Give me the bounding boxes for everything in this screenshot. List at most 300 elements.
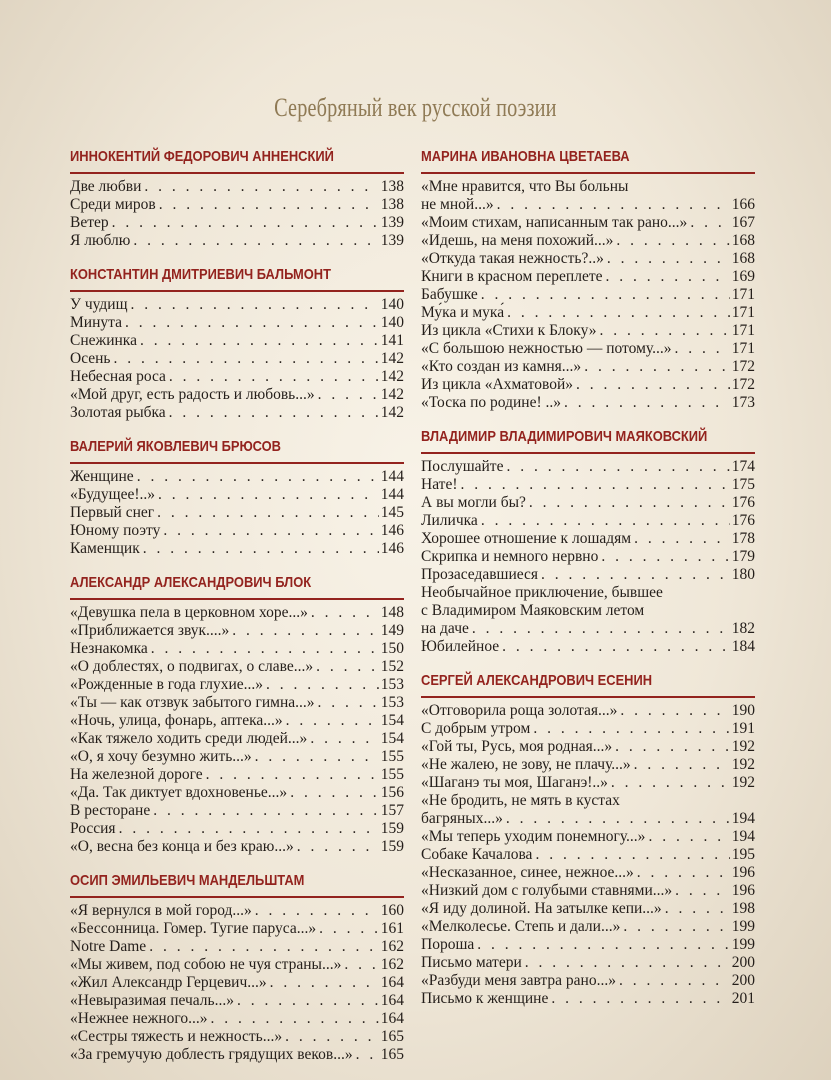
page-number: 138	[380, 178, 404, 195]
dot-leader	[148, 640, 379, 658]
poem-title: Пороша	[421, 936, 475, 953]
dot-leader	[341, 956, 378, 974]
toc-entry[interactable]	[421, 376, 755, 394]
toc-entry[interactable]	[70, 974, 404, 992]
toc-entry[interactable]	[421, 774, 755, 792]
poem-title: Му́ка и мука́	[421, 304, 505, 321]
page-number: 171	[731, 340, 755, 357]
page-number: 164	[380, 992, 404, 1009]
dot-leader	[287, 784, 379, 802]
page-number: 168	[731, 250, 755, 267]
poem-title: Хорошее отношение к лошадям	[421, 530, 632, 547]
toc-entry[interactable]	[70, 232, 404, 250]
toc-entry[interactable]	[70, 504, 404, 522]
page-number: 199	[731, 936, 755, 953]
toc-entry[interactable]	[421, 954, 755, 972]
dot-leader	[687, 214, 729, 232]
page-number: 139	[380, 232, 404, 249]
toc-entry[interactable]	[70, 386, 404, 404]
toc-entry[interactable]	[70, 350, 404, 368]
poem-title: багряных...»	[421, 810, 503, 827]
toc-entry[interactable]	[70, 214, 404, 232]
poem-title: Минута	[70, 314, 122, 331]
page-number: 146	[380, 522, 404, 539]
toc-entry[interactable]	[70, 486, 404, 504]
dot-leader	[313, 658, 379, 676]
toc-entry[interactable]	[70, 1028, 404, 1046]
toc-entry-continuation[interactable]	[421, 196, 755, 214]
toc-entry[interactable]	[70, 784, 404, 802]
poem-title: Незнакомка	[70, 640, 148, 657]
page-number: 148	[380, 604, 404, 621]
author-divider	[70, 462, 404, 464]
page-title: Серебряный век русской поэзии	[274, 93, 557, 122]
dot-leader	[134, 468, 379, 486]
dot-leader	[166, 404, 379, 422]
toc-entry[interactable]	[70, 468, 404, 486]
dot-leader	[548, 990, 729, 1008]
page-number: 140	[380, 314, 404, 331]
page-number: 153	[380, 694, 404, 711]
toc-entry[interactable]	[421, 394, 755, 412]
poem-title: «Низкий дом с голубыми ставнями...»	[421, 882, 673, 899]
poem-title: «Кто создан из камня...»	[421, 358, 582, 375]
page-number: 175	[731, 476, 755, 493]
toc-entry[interactable]	[421, 918, 755, 936]
dot-leader	[612, 738, 730, 756]
dot-leader	[315, 386, 379, 404]
poem-title: «Не жалею, не зову, не плачу...»	[421, 756, 631, 773]
poem-title: «Разбуди меня завтра рано...»	[421, 972, 616, 989]
poem-title: «Девушка пела в церковном хоре...»	[70, 604, 308, 621]
page-number: 169	[731, 268, 755, 285]
dot-leader	[156, 196, 379, 214]
poem-title: «Бессонница. Гомер. Тугие паруса...»	[70, 920, 317, 937]
toc-entry[interactable]	[70, 622, 404, 640]
poem-title: Из цикла «Стихи к Блоку»	[421, 322, 597, 339]
poem-title: «Идешь, на меня похожий...»	[421, 232, 614, 249]
toc-entry[interactable]	[70, 730, 404, 748]
toc-entry[interactable]	[70, 920, 404, 938]
toc-entry[interactable]	[70, 838, 404, 856]
author-section	[70, 422, 404, 558]
author-heading: ОСИП ЭМИЛЬЕВИЧ МАНДЕЛЬШТАМ	[70, 872, 305, 889]
page-number: 191	[731, 720, 755, 737]
toc-entry[interactable]	[421, 936, 755, 954]
poem-title: Первый снег	[70, 504, 155, 521]
poem-title: Я люблю	[70, 232, 131, 249]
page-number: 201	[731, 990, 755, 1007]
dot-leader	[116, 820, 379, 838]
poem-title: Юному поэту	[70, 522, 161, 539]
page-number: 138	[380, 196, 404, 213]
poem-title: «Да. Так диктует вдохновенье...»	[70, 784, 288, 801]
dot-leader	[526, 494, 730, 512]
page-number: 195	[731, 846, 755, 863]
dot-leader	[598, 548, 729, 566]
dot-leader	[634, 864, 730, 882]
author-heading: АЛЕКСАНДР АЛЕКСАНДРОВИЧ БЛОК	[70, 574, 312, 591]
dot-leader	[631, 756, 730, 774]
toc-entry[interactable]	[421, 702, 755, 720]
author-heading: МАРИНА ИВАНОВНА ЦВЕТАЕВА	[421, 148, 630, 165]
page-number: 144	[380, 468, 404, 485]
author-heading: КОНСТАНТИН ДМИТРИЕВИЧ БАЛЬМОНТ	[70, 266, 332, 283]
dot-leader	[522, 954, 730, 972]
dot-leader	[315, 694, 379, 712]
dot-leader	[596, 322, 729, 340]
toc-column-right	[421, 148, 755, 1008]
poem-title: «Ты — как отзвук забытого гимна...»	[70, 694, 315, 711]
poem-title: Две любви	[70, 178, 142, 195]
author-section	[421, 412, 755, 656]
dot-leader	[130, 232, 378, 250]
toc-entry[interactable]	[70, 694, 404, 712]
poem-title: «Гой ты, Русь, моя родная...»	[421, 738, 613, 755]
toc-entry[interactable]	[70, 314, 404, 332]
page-number: 199	[731, 918, 755, 935]
toc-entry-continuation[interactable]	[421, 810, 755, 828]
dot-leader	[662, 900, 730, 918]
poem-title: «Будущее!..»	[70, 486, 156, 503]
author-section	[70, 558, 404, 856]
page-number: 144	[380, 486, 404, 503]
toc-entry[interactable]	[70, 676, 404, 694]
toc-entry[interactable]	[421, 358, 755, 376]
author-section	[421, 656, 755, 1008]
page-number: 196	[731, 864, 755, 881]
toc-entry[interactable]	[421, 756, 755, 774]
poem-title: «Приближается звук....»	[70, 622, 230, 639]
page-number: 167	[731, 214, 755, 231]
poem-title: «Как тяжело ходить среди людей...»	[70, 730, 308, 747]
toc-entry-continuation	[421, 602, 755, 620]
toc-entry[interactable]	[421, 548, 755, 566]
page-number: 196	[731, 882, 755, 899]
page-number: 172	[731, 376, 755, 393]
dot-leader	[474, 936, 729, 954]
toc-entry[interactable]	[70, 604, 404, 622]
poem-title: «Шаганэ ты моя, Шаганэ!..»	[421, 774, 608, 791]
poem-list	[70, 178, 404, 250]
dot-leader	[294, 838, 379, 856]
toc-entry[interactable]	[70, 820, 404, 838]
poem-title: «С большою нежностью — потому...»	[421, 340, 672, 357]
toc-entry[interactable]	[421, 828, 755, 846]
toc-entry[interactable]	[70, 296, 404, 314]
dot-leader	[603, 268, 730, 286]
toc-entry[interactable]	[421, 846, 755, 864]
poem-title: «Мелколесье. Степь и дали...»	[421, 918, 621, 935]
dot-leader	[150, 802, 379, 820]
page-number: 192	[731, 774, 755, 791]
poem-title: «Ночь, улица, фонарь, аптека...»	[70, 712, 283, 729]
poem-title: «За гремучую доблесть грядущих веков...»	[70, 1046, 353, 1063]
toc-entry[interactable]	[421, 304, 755, 322]
dot-leader	[613, 232, 729, 250]
dot-leader	[353, 1046, 379, 1064]
poem-title: Прозаседавшиеся	[421, 566, 539, 583]
toc-entry[interactable]	[421, 476, 755, 494]
author-section	[70, 856, 404, 1064]
poem-title: А вы могли бы?	[421, 494, 526, 511]
author-divider	[421, 172, 755, 174]
page-number: 161	[380, 920, 404, 937]
page-number: 164	[380, 1010, 404, 1027]
poem-title: Небесная роса	[70, 368, 166, 385]
poem-list	[70, 604, 404, 856]
poem-list	[421, 458, 755, 656]
poem-title: «Мы теперь уходим понемногу...»	[421, 828, 646, 845]
poem-title: «Не бродить, не мять в кустах	[421, 792, 620, 809]
dot-leader	[155, 486, 379, 504]
poem-title: «Я иду долиной. На затылке кепи...»	[421, 900, 662, 917]
toc-entry[interactable]	[421, 972, 755, 990]
dot-leader	[140, 540, 379, 558]
page-number: 198	[731, 900, 755, 917]
page-number: 160	[380, 902, 404, 919]
toc-entry[interactable]	[70, 766, 404, 784]
dot-leader	[208, 1010, 379, 1028]
toc-entry-continuation[interactable]	[421, 620, 755, 638]
page-number: 182	[731, 620, 755, 637]
page-number: 171	[731, 286, 755, 303]
dot-leader	[137, 332, 379, 350]
toc-entry[interactable]	[70, 404, 404, 422]
dot-leader	[573, 376, 730, 394]
author-divider	[421, 696, 755, 698]
poem-title: «Несказанное, синее, нежное...»	[421, 864, 634, 881]
poem-title: «Мой друг, есть радость и любовь...»	[70, 386, 315, 403]
toc-entry[interactable]	[70, 1046, 404, 1064]
page-number: 140	[380, 296, 404, 313]
dot-leader	[645, 828, 729, 846]
poem-list	[421, 178, 755, 412]
author-divider	[70, 172, 404, 174]
page-number: 178	[731, 530, 755, 547]
toc-entry[interactable]	[421, 638, 755, 656]
dot-leader	[252, 748, 379, 766]
toc-entry[interactable]	[70, 522, 404, 540]
toc-entry[interactable]	[70, 640, 404, 658]
dot-leader	[604, 250, 730, 268]
page-number: 194	[731, 810, 755, 827]
dot-leader	[503, 810, 730, 828]
toc-column-left	[70, 148, 404, 1064]
page-number: 180	[731, 566, 755, 583]
page-number: 172	[731, 358, 755, 375]
toc-entry[interactable]	[421, 512, 755, 530]
toc-entry[interactable]	[421, 340, 755, 358]
poem-title: «О, я хочу безумно жить...»	[70, 748, 252, 765]
dot-leader	[503, 458, 729, 476]
poem-title: Письмо к женщине	[421, 990, 549, 1007]
toc-entry[interactable]	[421, 250, 755, 268]
toc-entry[interactable]	[70, 712, 404, 730]
author-divider	[421, 452, 755, 454]
dot-leader	[203, 766, 379, 784]
page-number: 192	[731, 738, 755, 755]
toc-entry[interactable]	[70, 956, 404, 974]
toc-entry[interactable]	[70, 196, 404, 214]
dot-leader	[282, 1028, 379, 1046]
page-number: 200	[731, 972, 755, 989]
toc-entry	[421, 584, 755, 602]
page-number: 155	[380, 748, 404, 765]
poem-title: Ветер	[70, 214, 109, 231]
dot-leader	[166, 368, 379, 386]
dot-leader	[109, 214, 379, 232]
dot-leader	[252, 902, 379, 920]
dot-leader	[263, 676, 379, 694]
toc-entry[interactable]	[421, 268, 755, 286]
poem-title: Осень	[70, 350, 111, 367]
poem-title: Письмо матери	[421, 954, 522, 971]
page-number: 156	[380, 784, 404, 801]
page-number: 190	[731, 702, 755, 719]
dot-leader	[141, 178, 378, 196]
dot-leader	[234, 992, 379, 1010]
toc-entry[interactable]	[421, 214, 755, 232]
poem-title: «Моим стихам, написанным так рано...»	[421, 214, 688, 231]
page-number: 173	[731, 394, 755, 411]
poem-list	[421, 702, 755, 1008]
toc-entry[interactable]	[70, 178, 404, 196]
author-heading: ВАЛЕРИЙ ЯКОВЛЕВИЧ БРЮСОВ	[70, 438, 281, 455]
poem-title: «Нежнее нежного...»	[70, 1010, 208, 1027]
author-divider	[70, 896, 404, 898]
page-number: 179	[731, 548, 755, 565]
page-number: 146	[380, 540, 404, 557]
dot-leader	[478, 286, 730, 304]
toc-entry[interactable]	[421, 232, 755, 250]
poem-title: Notre Dame	[70, 938, 147, 955]
poem-title: Скрипка и немного нервно	[421, 548, 599, 565]
toc-entry[interactable]	[70, 1010, 404, 1028]
dot-leader	[620, 918, 729, 936]
page-number: 139	[380, 214, 404, 231]
toc-entry[interactable]	[70, 368, 404, 386]
poem-title: Среди миров	[70, 196, 156, 213]
author-section	[421, 148, 755, 412]
toc-entry[interactable]	[70, 938, 404, 956]
toc-entry[interactable]	[70, 992, 404, 1010]
page-number: 154	[380, 730, 404, 747]
dot-leader	[267, 974, 379, 992]
page-number: 152	[380, 658, 404, 675]
dot-leader	[111, 350, 379, 368]
page-number: 154	[380, 712, 404, 729]
page-number: 174	[731, 458, 755, 475]
toc-entry[interactable]	[421, 720, 755, 738]
author-section	[70, 250, 404, 422]
page-number: 150	[380, 640, 404, 657]
toc-entry[interactable]	[421, 494, 755, 512]
poem-title: «Жил Александр Герцевич...»	[70, 974, 267, 991]
page-number: 184	[731, 638, 755, 655]
dot-leader	[316, 920, 379, 938]
poem-title: Снежинка	[70, 332, 137, 349]
dot-leader	[458, 476, 730, 494]
poem-title: В ресторане	[70, 802, 151, 819]
poem-title: Юбилейное	[421, 638, 500, 655]
dot-leader	[530, 720, 729, 738]
toc-entry[interactable]	[70, 802, 404, 820]
toc-entry[interactable]	[421, 566, 755, 584]
dot-leader	[581, 358, 730, 376]
dot-leader	[307, 730, 378, 748]
page-number: 159	[380, 838, 404, 855]
toc-entry[interactable]	[421, 882, 755, 900]
dot-leader	[494, 196, 730, 214]
dot-leader	[478, 512, 730, 530]
toc-entry[interactable]	[421, 864, 755, 882]
poem-title: на даче	[421, 620, 469, 637]
page-number: 145	[380, 504, 404, 521]
dot-leader	[122, 314, 379, 332]
poem-title: Из цикла «Ахматовой»	[421, 376, 574, 393]
toc-entry[interactable]	[421, 458, 755, 476]
poem-title: Нате!	[421, 476, 458, 493]
dot-leader	[160, 522, 378, 540]
page-number: 162	[380, 938, 404, 955]
toc-entry[interactable]	[70, 658, 404, 676]
dot-leader	[631, 530, 730, 548]
poem-title: Необычайное приключение, бывшее	[421, 584, 663, 601]
author-heading: ВЛАДИМИР ВЛАДИМИРОВИЧ МАЯКОВСКИЙ	[421, 428, 708, 445]
author-heading: ИННОКЕНТИЙ ФЕДОРОВИЧ АННЕНСКИЙ	[70, 148, 334, 165]
page-number: 192	[731, 756, 755, 773]
toc-entry[interactable]	[70, 902, 404, 920]
toc-entry[interactable]	[70, 748, 404, 766]
page-number: 171	[731, 304, 755, 321]
page-number: 176	[731, 494, 755, 511]
toc-entry[interactable]	[421, 286, 755, 304]
toc-entry[interactable]	[421, 990, 755, 1008]
poem-title: На железной дороге	[70, 766, 203, 783]
page-number: 176	[731, 512, 755, 529]
toc-entry[interactable]	[421, 900, 755, 918]
author-divider	[70, 290, 404, 292]
poem-title: Послушайте	[421, 458, 504, 475]
toc-entry[interactable]	[421, 322, 755, 340]
author-section	[70, 148, 404, 250]
poem-list	[70, 296, 404, 422]
dot-leader	[146, 938, 379, 956]
page-number: 166	[731, 196, 755, 213]
author-heading: СЕРГЕЙ АЛЕКСАНДРОВИЧ ЕСЕНИН	[421, 672, 653, 689]
dot-leader	[504, 304, 730, 322]
page-number: 159	[380, 820, 404, 837]
dot-leader	[308, 604, 379, 622]
poem-title: Лиличка	[421, 512, 478, 529]
dot-leader	[608, 774, 730, 792]
dot-leader	[561, 394, 730, 412]
dot-leader	[229, 622, 378, 640]
poem-title: «Тоска по родине! ..»	[421, 394, 561, 411]
toc-entry[interactable]	[421, 530, 755, 548]
poem-title: «Рожденные в года глухие...»	[70, 676, 264, 693]
dot-leader	[128, 296, 379, 314]
poem-title: «Отговорила роща золотая...»	[421, 702, 618, 719]
toc-entry[interactable]	[70, 332, 404, 350]
poem-title: Россия	[70, 820, 116, 837]
page-number: 141	[380, 332, 404, 349]
toc-entry[interactable]	[70, 540, 404, 558]
poem-title: с Владимиром Маяковским летом	[421, 602, 645, 619]
dot-leader	[672, 882, 730, 900]
toc-entry[interactable]	[421, 738, 755, 756]
